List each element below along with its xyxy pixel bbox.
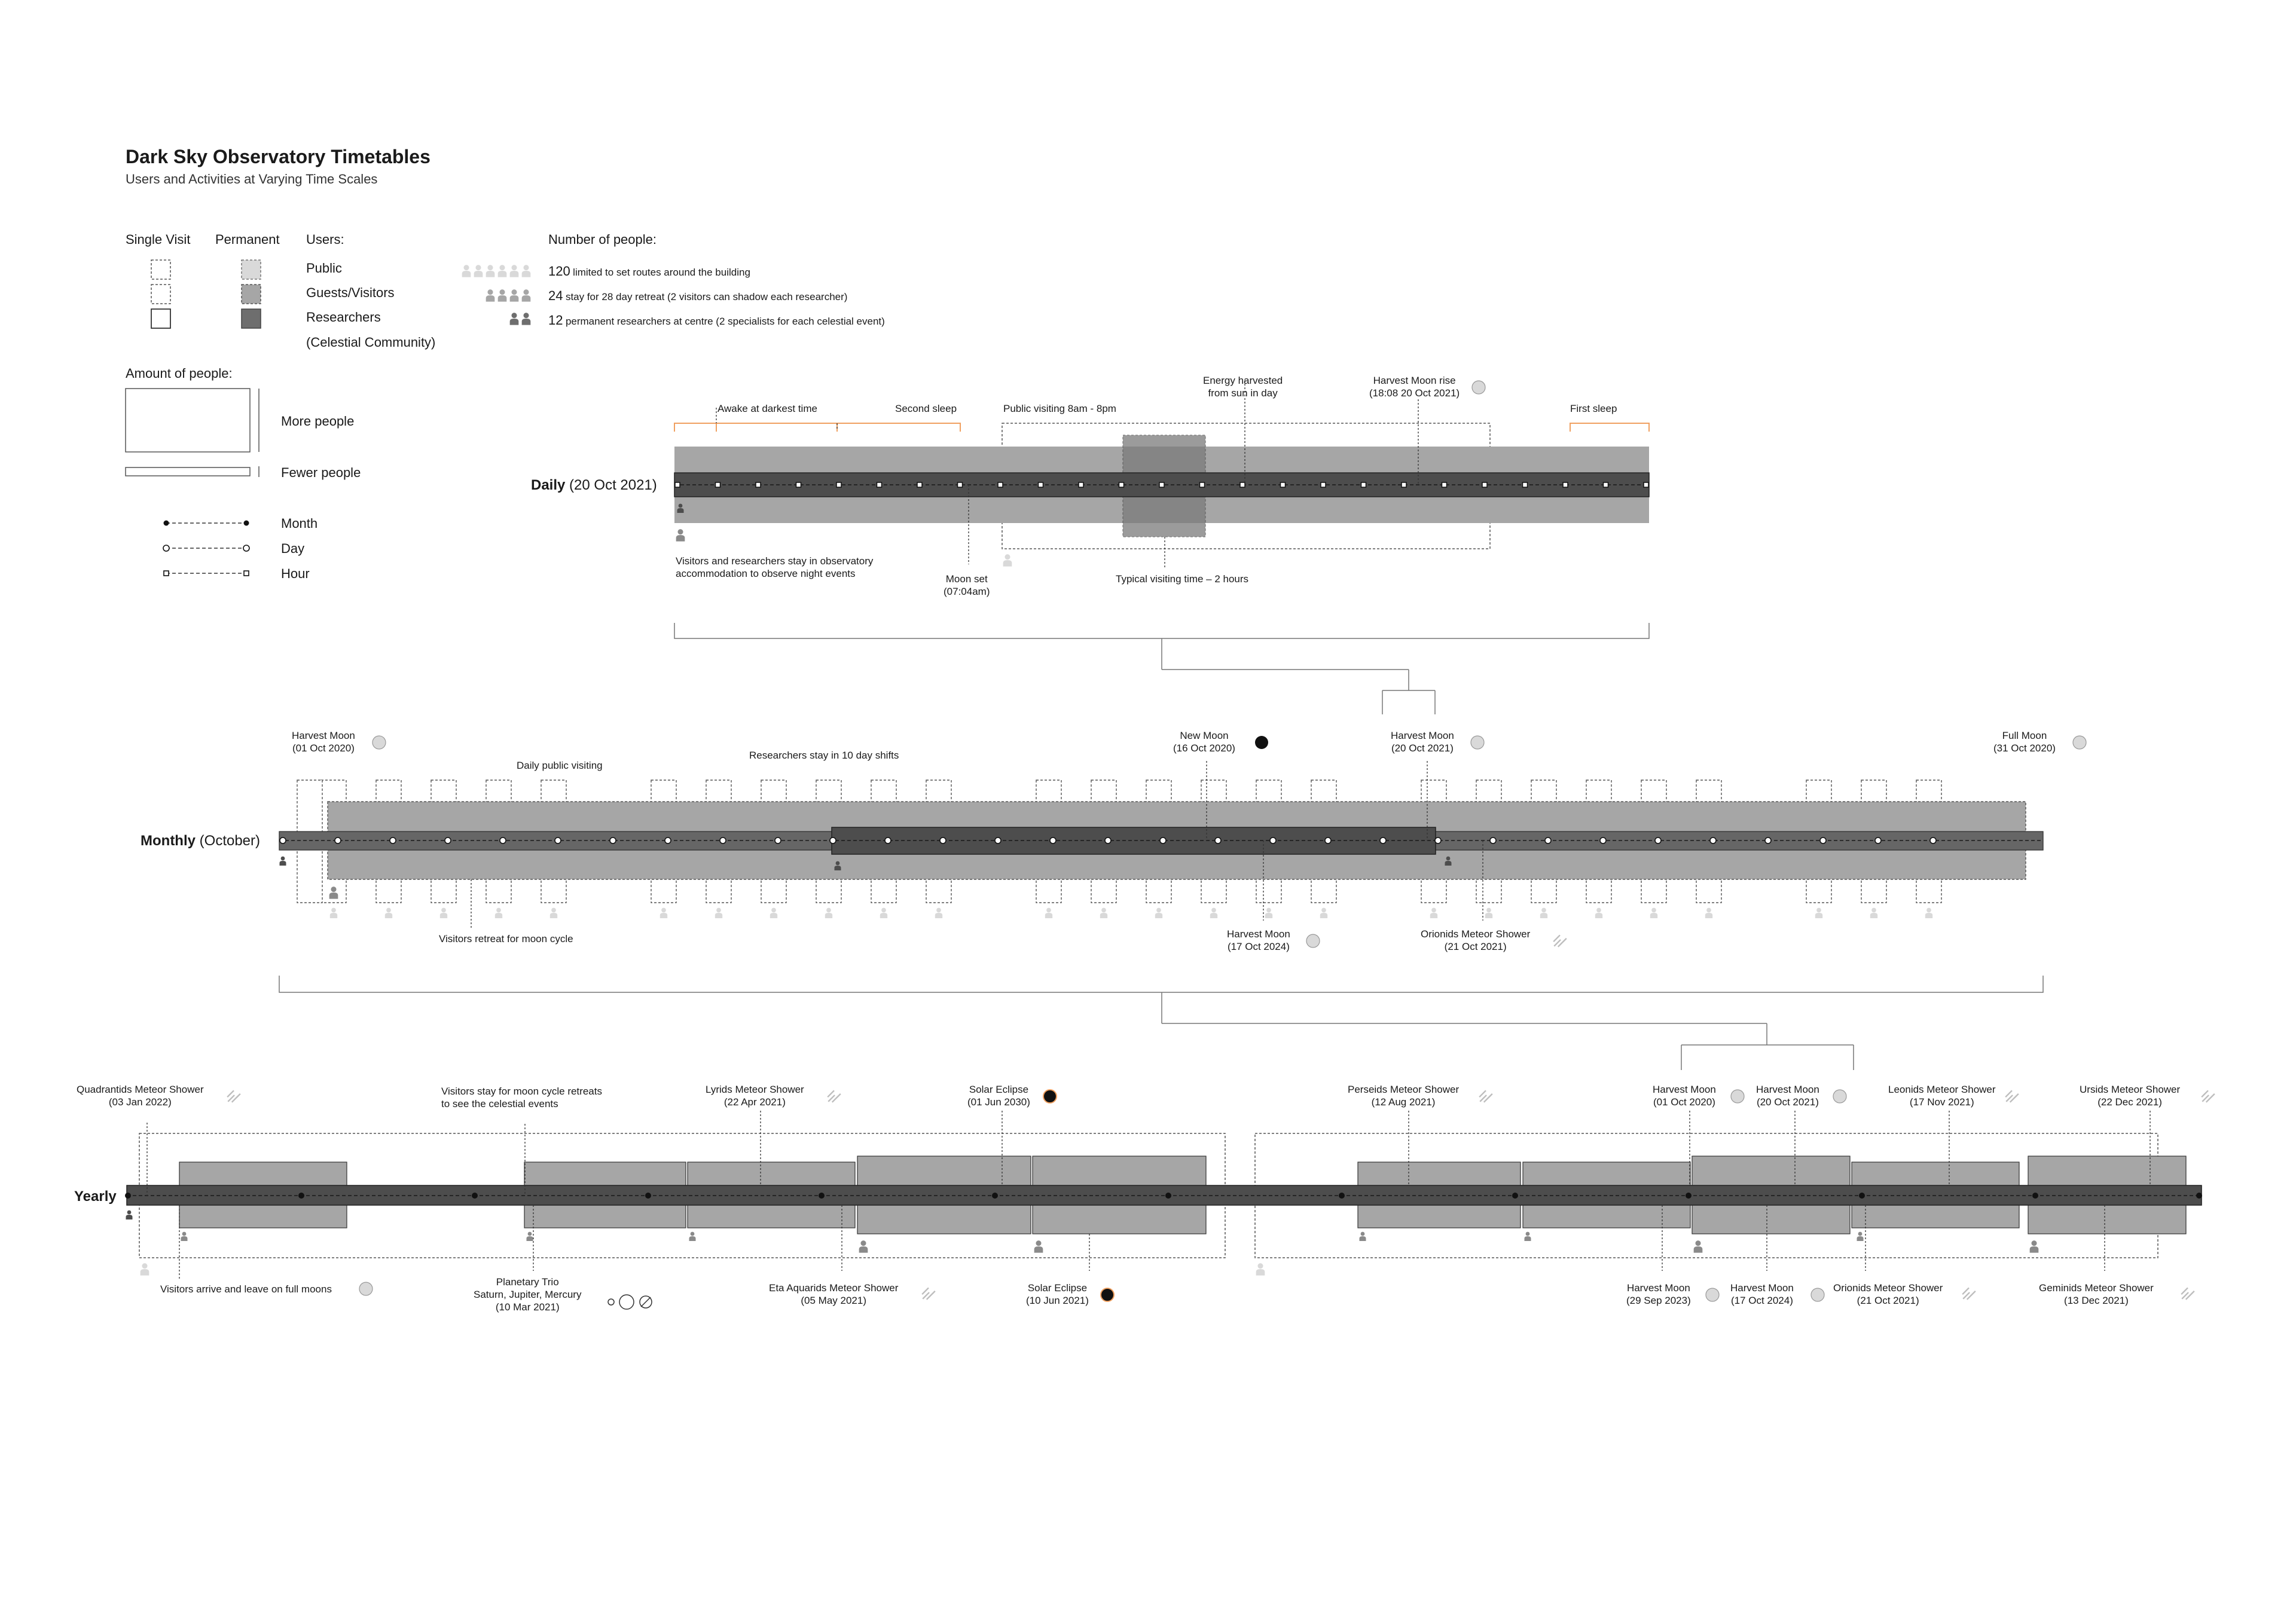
day-marker: [1215, 838, 1221, 843]
public-icon: [1320, 908, 1327, 918]
day-marker: [1490, 838, 1496, 843]
month-label: Month: [281, 516, 318, 531]
planetary-trio-icon: [608, 1295, 652, 1309]
monthly-public-icons: [330, 908, 1932, 918]
typical-visit-label: Typical visiting time – 2 hours: [1116, 573, 1249, 585]
public-note: limited to set routes around the building: [573, 267, 750, 278]
celestial-label: (Celestial Community): [306, 335, 436, 350]
hour-marker: [1482, 482, 1487, 487]
new-moon-icon: [1255, 736, 1268, 749]
hour-marker: [1159, 482, 1164, 487]
public-count-row: [548, 264, 750, 279]
guests-note: stay for 28 day retreat (2 visitors can shadow each researcher): [565, 291, 848, 302]
meteor-icon: [1962, 1288, 1976, 1300]
day-marker: [1105, 838, 1111, 843]
public-icon: [495, 908, 502, 918]
monthly-guest-icon: [329, 887, 338, 899]
hour-marker: [1523, 482, 1528, 487]
harvest-moon-rise-icon: [1472, 381, 1485, 394]
hour-scale-key: [164, 571, 249, 576]
harvest-moon-icon: [1811, 1288, 1824, 1301]
awake-label: Awake at darkest time: [718, 403, 817, 414]
public-icon: [825, 908, 832, 918]
full-moon-icon: [2073, 736, 2086, 749]
meteor-icon: [2181, 1288, 2194, 1300]
hour-marker: [1402, 482, 1406, 487]
legend-single-guest-swatch: [151, 285, 170, 304]
day-marker: [1160, 838, 1166, 843]
lyrids-label: Lyrids Meteor Shower (22 Apr 2021): [706, 1084, 804, 1108]
single-visit-heading: Single Visit: [126, 232, 191, 247]
public-icon: [1100, 908, 1107, 918]
daily-public-label: Daily public visiting: [517, 760, 603, 771]
harvest-2024-label: Harvest Moon (17 Oct 2024): [1227, 928, 1290, 952]
month-marker: [2196, 1193, 2202, 1199]
day-marker: [995, 838, 1001, 843]
harvest-2021-label: Harvest Moon (20 Oct 2021): [1391, 730, 1454, 754]
day-marker: [335, 838, 341, 843]
month-marker: [1339, 1193, 1345, 1199]
yearly-row-label: [74, 1188, 117, 1205]
legend-permanent-researcher-swatch: [242, 309, 261, 328]
moon-retreats-label: Visitors stay for moon cycle retreats to see the celestial events: [441, 1086, 602, 1109]
amount-heading: Amount of people:: [126, 366, 233, 381]
hm-2023-label: Harvest Moon (29 Sep 2023): [1626, 1282, 1691, 1306]
public-icon: [1430, 908, 1437, 918]
hour-marker: [796, 482, 801, 487]
hour-marker: [1442, 482, 1447, 487]
planetary-label: Planetary Trio Saturn, Jupiter, Mercury (10 Mar 2021): [474, 1276, 582, 1313]
day-marker: [1435, 838, 1441, 843]
public-icon: [330, 908, 337, 918]
day-label: Day: [281, 541, 305, 556]
guests-label: Guests/Visitors: [306, 285, 395, 300]
energy-label: Energy harvested from sun in day: [1203, 375, 1283, 399]
solar-eclipse-2030-icon: [1043, 1090, 1057, 1103]
day-marker: [280, 838, 286, 843]
solar-eclipse-2021-icon: [1101, 1288, 1114, 1301]
harvest-moon-rise-label: Harvest Moon rise (18:08 20 Oct 2021): [1369, 375, 1460, 399]
day-marker: [1875, 838, 1881, 843]
researchers-count: 12: [548, 313, 563, 328]
public-icon: [385, 908, 392, 918]
day-marker: [1930, 838, 1936, 843]
public-icon: [880, 908, 887, 918]
first-sleep-label: First sleep: [1570, 403, 1617, 414]
public-visiting-label: Public visiting 8am - 8pm: [1003, 403, 1116, 414]
yearly-guest-icons: [181, 1232, 2039, 1253]
meteor-icon: [2202, 1090, 2215, 1102]
hour-marker: [917, 482, 922, 487]
hour-marker: [1281, 482, 1286, 487]
hm-2024-label: Harvest Moon (17 Oct 2024): [1730, 1282, 1794, 1306]
month-marker: [298, 1193, 304, 1199]
day-marker: [1655, 838, 1661, 843]
day-marker: [610, 838, 616, 843]
permanent-heading: Permanent: [215, 232, 280, 247]
shifts-label: Researchers stay in 10 day shifts: [749, 750, 899, 761]
quadrantids-label: Quadrantids Meteor Shower (03 Jan 2022): [77, 1084, 204, 1108]
monthly-zoom-bracket: [279, 976, 2043, 992]
guests-count: 24: [548, 288, 563, 303]
meteor-icon: [2005, 1090, 2019, 1102]
meteor-icon: [828, 1090, 841, 1102]
public-icon: [1045, 908, 1052, 918]
public-icon: [1540, 908, 1547, 918]
harvest-moon-2021-icon: [1471, 736, 1484, 749]
public-icon: [1705, 908, 1712, 918]
month-marker: [1686, 1193, 1692, 1199]
hour-marker: [1644, 482, 1648, 487]
hour-marker: [675, 482, 680, 487]
public-icon: [440, 908, 447, 918]
hour-marker: [1039, 482, 1043, 487]
solar-2030-label: Solar Eclipse (01 Jun 2030): [967, 1084, 1030, 1108]
day-marker: [665, 838, 671, 843]
hour-marker: [877, 482, 882, 487]
public-icon: [715, 908, 722, 918]
day-marker: [1765, 838, 1771, 843]
public-icon: [660, 908, 667, 918]
harvest-moon-icon: [1706, 1288, 1719, 1301]
researchers-count-row: [548, 313, 885, 328]
hour-marker: [998, 482, 1003, 487]
day-marker: [500, 838, 506, 843]
hm-2021-label: Harvest Moon (20 Oct 2021): [1756, 1084, 1819, 1108]
public-icon: [1155, 908, 1162, 918]
moon-set-label: Moon set (07:04am): [944, 573, 990, 597]
second-sleep-label: Second sleep: [895, 403, 957, 414]
day-marker: [1050, 838, 1056, 843]
solar-2021-label: Solar Eclipse (10 Jun 2021): [1026, 1282, 1089, 1306]
harvest-moon-icon: [1731, 1090, 1744, 1103]
researchers-label: Researchers: [306, 310, 381, 325]
day-scale-key: [163, 545, 249, 551]
month-marker: [645, 1193, 651, 1199]
more-people-box: [126, 389, 250, 452]
guests-count-row: [548, 288, 847, 304]
hour-marker: [1119, 482, 1124, 487]
hour-marker: [1200, 482, 1205, 487]
public-icon: [1815, 908, 1822, 918]
public-icon: [1265, 908, 1272, 918]
day-marker: [775, 838, 781, 843]
fewer-people-label: Fewer people: [281, 465, 361, 480]
hm-2020-label: Harvest Moon (01 Oct 2020): [1653, 1084, 1716, 1108]
day-marker: [1600, 838, 1606, 843]
day-marker: [720, 838, 726, 843]
public-icon: [1210, 908, 1217, 918]
public-label: Public: [306, 261, 342, 276]
researchers-note: permanent researchers at centre (2 specialists for each celestial event): [565, 316, 885, 327]
day-marker: [445, 838, 451, 843]
day-marker: [1545, 838, 1551, 843]
hour-marker: [1240, 482, 1245, 487]
daily-public-icon: [1003, 554, 1012, 567]
hour-marker: [716, 482, 720, 487]
ursids-label: Ursids Meteor Shower (22 Dec 2021): [2080, 1084, 2181, 1108]
day-marker: [555, 838, 561, 843]
daily-zoom-bracket: [674, 623, 1649, 638]
month-marker: [2032, 1193, 2038, 1199]
yearly-public-icons: [141, 1263, 1265, 1276]
new-moon-label: New Moon (16 Oct 2020): [1173, 730, 1235, 754]
leonids-label: Leonids Meteor Shower (17 Nov 2021): [1888, 1084, 1996, 1108]
public-count: 120: [548, 264, 570, 279]
yearly-timeline: [125, 1090, 2215, 1309]
public-icon: [550, 908, 557, 918]
perseids-label: Perseids Meteor Shower (12 Aug 2021): [1348, 1084, 1460, 1108]
day-marker: [885, 838, 891, 843]
day-marker: [390, 838, 396, 843]
orionids-yearly-label: Orionids Meteor Shower (21 Oct 2021): [1833, 1282, 1943, 1306]
harvest-2020-label: Harvest Moon (01 Oct 2020): [292, 730, 355, 754]
month-marker: [1859, 1193, 1865, 1199]
legend-single-public-swatch: [151, 260, 170, 279]
legend-single-researcher-swatch: [151, 309, 170, 328]
daily-guest-icon: [676, 529, 685, 542]
hour-marker: [1079, 482, 1083, 487]
daily-row-label: [531, 477, 657, 494]
daily-timeline: [674, 380, 1649, 714]
monthly-researcher-icon: [280, 857, 286, 866]
hour-marker: [1361, 482, 1366, 487]
day-marker: [940, 838, 946, 843]
legend-permanent-guest-swatch: [242, 285, 261, 304]
day-marker: [1270, 838, 1276, 843]
hour-marker: [1604, 482, 1608, 487]
yearly-label-bold: Yearly: [74, 1188, 117, 1205]
legend-permanent-public-swatch: [242, 260, 261, 279]
month-marker: [125, 1193, 131, 1199]
full-moon-icon: [359, 1282, 373, 1295]
monthly-label-month: (October): [199, 833, 261, 849]
stay-note-label: Visitors and researchers stay in observatory accommodation to observe night events: [676, 555, 874, 579]
hour-marker: [1563, 482, 1568, 487]
users-heading: Users:: [306, 232, 344, 247]
hour-marker: [1321, 482, 1326, 487]
number-heading: Number of people:: [548, 232, 657, 247]
full-moons-label: Visitors arrive and leave on full moons: [160, 1283, 332, 1295]
daily-label-date: (20 Oct 2021): [569, 477, 657, 493]
eta-label: Eta Aquarids Meteor Shower (05 May 2021): [769, 1282, 899, 1306]
public-icon: [1595, 908, 1602, 918]
month-marker: [1512, 1193, 1518, 1199]
harvest-moon-2024-icon: [1306, 934, 1320, 947]
public-icon: [935, 908, 942, 918]
monthly-row-label: [141, 833, 260, 849]
monthly-timeline: [279, 736, 2086, 1070]
guest-people-icons: [486, 289, 531, 302]
researcher-people-icons: [510, 313, 531, 325]
meteor-icon: [1553, 935, 1567, 947]
public-icon: [1485, 908, 1492, 918]
hour-marker: [756, 482, 761, 487]
fewer-people-box: [126, 467, 250, 476]
month-marker: [1165, 1193, 1171, 1199]
monthly-label-bold: Monthly: [141, 833, 196, 849]
day-marker: [1325, 838, 1331, 843]
month-scale-key: [164, 521, 249, 526]
orionids-label: Orionids Meteor Shower (21 Oct 2021): [1421, 928, 1531, 952]
hour-marker: [836, 482, 841, 487]
public-people-icons: [462, 265, 531, 277]
day-marker: [1710, 838, 1716, 843]
meteor-icon: [227, 1090, 240, 1102]
full-moon-label: Full Moon (31 Oct 2020): [1993, 730, 2056, 754]
month-marker: [819, 1193, 825, 1199]
public-icon: [1650, 908, 1657, 918]
month-marker: [992, 1193, 998, 1199]
page-title: Dark Sky Observatory Timetables: [126, 146, 430, 167]
day-marker: [830, 838, 836, 843]
page-subtitle: Users and Activities at Varying Time Scales: [126, 172, 378, 187]
public-icon: [1870, 908, 1877, 918]
public-icon: [770, 908, 777, 918]
meteor-icon: [922, 1288, 935, 1300]
more-people-label: More people: [281, 414, 355, 429]
retreat-label: Visitors retreat for moon cycle: [439, 933, 573, 945]
public-icon: [1925, 908, 1932, 918]
month-marker: [472, 1193, 478, 1199]
harvest-moon-2020-icon: [373, 736, 386, 749]
hour-label: Hour: [281, 566, 310, 581]
geminids-label: Geminids Meteor Shower (13 Dec 2021): [2039, 1282, 2154, 1306]
hour-marker: [958, 482, 963, 487]
day-marker: [1820, 838, 1826, 843]
harvest-moon-icon: [1833, 1090, 1846, 1103]
day-marker: [1380, 838, 1386, 843]
meteor-icon: [1479, 1090, 1492, 1102]
daily-label-bold: Daily: [531, 477, 566, 493]
